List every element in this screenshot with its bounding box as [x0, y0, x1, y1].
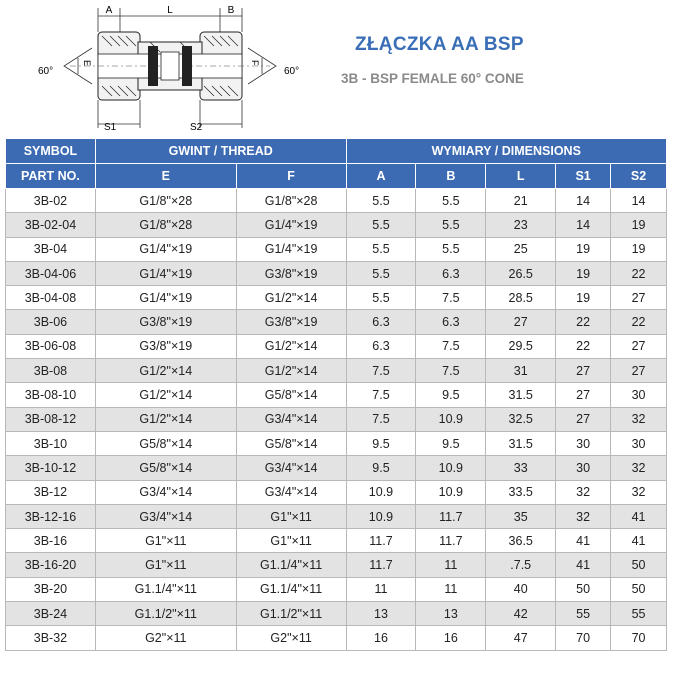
cell-thread-f: G1"×11 [236, 504, 346, 528]
cell-dim-s1: 41 [556, 553, 611, 577]
cell-dim-b: 6.3 [416, 310, 486, 334]
header-l: L [486, 164, 556, 189]
cell-thread-e: G1/8"×28 [95, 189, 236, 213]
table-row [6, 504, 667, 528]
cell-thread-e: G1/2"×14 [95, 359, 236, 383]
cell-thread-e: G1"×11 [95, 553, 236, 577]
cell-thread-f: G1/4"×19 [236, 213, 346, 237]
cell-dim-s1: 14 [556, 213, 611, 237]
cell-dim-l: 27 [486, 310, 556, 334]
cell-dim-s2: 30 [611, 383, 667, 407]
cell-thread-f: G5/8"×14 [236, 383, 346, 407]
table-row [6, 602, 667, 626]
cell-dim-a: 11.7 [346, 553, 416, 577]
dim-b-label: B [227, 5, 235, 16]
cell-thread-f: G1.1/2"×11 [236, 602, 346, 626]
cell-dim-s2: 41 [611, 529, 667, 553]
s2-label: S2 [190, 122, 203, 132]
header-s1: S1 [556, 164, 611, 189]
table-row [6, 456, 667, 480]
cell-thread-e: G3/8"×19 [95, 334, 236, 358]
cell-part-no: 3B-06-08 [6, 334, 96, 358]
cell-thread-e: G3/4"×14 [95, 504, 236, 528]
cell-dim-b: 9.5 [416, 383, 486, 407]
cell-part-no: 3B-16-20 [6, 553, 96, 577]
cell-dim-l: 33 [486, 456, 556, 480]
cell-dim-s1: 32 [556, 504, 611, 528]
cell-dim-l: 26.5 [486, 261, 556, 285]
cell-dim-b: 7.5 [416, 359, 486, 383]
cell-thread-e: G1/4"×19 [95, 286, 236, 310]
cell-thread-f: G1/2"×14 [236, 359, 346, 383]
cell-thread-e: G3/4"×14 [95, 480, 236, 504]
cell-dim-a: 6.3 [346, 334, 416, 358]
cell-dim-s1: 30 [556, 456, 611, 480]
cell-dim-s1: 70 [556, 626, 611, 650]
cell-dim-b: 13 [416, 602, 486, 626]
cell-dim-s1: 14 [556, 189, 611, 213]
dim-l-label: L [167, 5, 173, 16]
cell-thread-e: G3/8"×19 [95, 310, 236, 334]
table-row [6, 359, 667, 383]
cell-dim-l: 47 [486, 626, 556, 650]
cell-dim-a: 10.9 [346, 504, 416, 528]
cell-dim-s2: 30 [611, 431, 667, 455]
cell-dim-s1: 50 [556, 577, 611, 601]
cell-thread-e: G2"×11 [95, 626, 236, 650]
cell-part-no: 3B-02-04 [6, 213, 96, 237]
cell-thread-e: G1/4"×19 [95, 237, 236, 261]
table-row [6, 213, 667, 237]
cell-dim-b: 10.9 [416, 480, 486, 504]
cell-dim-s2: 41 [611, 504, 667, 528]
cell-dim-s2: 19 [611, 213, 667, 237]
cell-dim-s2: 50 [611, 577, 667, 601]
header-f: F [236, 164, 346, 189]
cell-dim-a: 6.3 [346, 310, 416, 334]
cell-dim-s2: 14 [611, 189, 667, 213]
header-a: A [346, 164, 416, 189]
cell-dim-a: 9.5 [346, 456, 416, 480]
table-row [6, 553, 667, 577]
cell-part-no: 3B-08-10 [6, 383, 96, 407]
cell-thread-f: G3/8"×19 [236, 261, 346, 285]
cell-dim-b: 5.5 [416, 237, 486, 261]
cell-dim-s1: 22 [556, 310, 611, 334]
cell-thread-f: G1/8"×28 [236, 189, 346, 213]
cell-part-no: 3B-12 [6, 480, 96, 504]
cell-dim-s1: 30 [556, 431, 611, 455]
cell-dim-l: .7.5 [486, 553, 556, 577]
cell-thread-e: G1/4"×19 [95, 261, 236, 285]
cell-dim-l: 33.5 [486, 480, 556, 504]
cell-thread-f: G3/8"×19 [236, 310, 346, 334]
cell-dim-s2: 70 [611, 626, 667, 650]
cell-dim-b: 10.9 [416, 456, 486, 480]
table-row [6, 310, 667, 334]
product-subtitle: 3B - BSP FEMALE 60° CONE [341, 71, 524, 86]
cell-dim-a: 9.5 [346, 431, 416, 455]
angle-right-label: 60° [284, 66, 300, 77]
header-e: E [95, 164, 236, 189]
cell-thread-f: G3/4"×14 [236, 480, 346, 504]
cell-dim-s1: 27 [556, 359, 611, 383]
cell-thread-e: G1/2"×14 [95, 383, 236, 407]
table-row [6, 577, 667, 601]
cell-dim-s1: 27 [556, 383, 611, 407]
cell-thread-f: G3/4"×14 [236, 456, 346, 480]
header-symbol: SYMBOL [6, 139, 96, 164]
cell-dim-l: 32.5 [486, 407, 556, 431]
cell-dim-s2: 22 [611, 310, 667, 334]
table-row [6, 626, 667, 650]
cell-dim-b: 7.5 [416, 334, 486, 358]
cell-dim-b: 6.3 [416, 261, 486, 285]
table-row [6, 431, 667, 455]
table-row [6, 480, 667, 504]
header-dimensions: WYMIARY / DIMENSIONS [346, 139, 666, 164]
cell-dim-b: 9.5 [416, 431, 486, 455]
cell-dim-s2: 32 [611, 456, 667, 480]
cell-thread-f: G1/2"×14 [236, 334, 346, 358]
cell-dim-a: 7.5 [346, 359, 416, 383]
cell-part-no: 3B-10-12 [6, 456, 96, 480]
cell-thread-f: G1.1/4"×11 [236, 577, 346, 601]
cell-part-no: 3B-04-06 [6, 261, 96, 285]
cell-dim-b: 7.5 [416, 286, 486, 310]
cell-thread-e: G5/8"×14 [95, 431, 236, 455]
table-row [6, 383, 667, 407]
cell-part-no: 3B-24 [6, 602, 96, 626]
cell-dim-a: 5.5 [346, 261, 416, 285]
cell-dim-b: 11 [416, 577, 486, 601]
cell-part-no: 3B-08-12 [6, 407, 96, 431]
cell-thread-f: G2"×11 [236, 626, 346, 650]
cell-dim-b: 5.5 [416, 213, 486, 237]
cell-dim-s2: 27 [611, 359, 667, 383]
s1-label: S1 [104, 122, 117, 132]
cell-dim-l: 36.5 [486, 529, 556, 553]
cell-dim-s1: 19 [556, 286, 611, 310]
cell-dim-l: 28.5 [486, 286, 556, 310]
cell-part-no: 3B-04-08 [6, 286, 96, 310]
cell-dim-b: 11.7 [416, 529, 486, 553]
cell-dim-b: 16 [416, 626, 486, 650]
cell-dim-l: 25 [486, 237, 556, 261]
cell-dim-l: 29.5 [486, 334, 556, 358]
cell-dim-a: 5.5 [346, 213, 416, 237]
cell-dim-a: 7.5 [346, 383, 416, 407]
cell-part-no: 3B-20 [6, 577, 96, 601]
cell-dim-s2: 32 [611, 480, 667, 504]
cell-thread-f: G1/2"×14 [236, 286, 346, 310]
cell-thread-e: G1"×11 [95, 529, 236, 553]
cell-dim-l: 31 [486, 359, 556, 383]
spec-table [5, 138, 667, 651]
cell-dim-s2: 27 [611, 286, 667, 310]
spec-table-body [6, 189, 667, 651]
cell-dim-l: 42 [486, 602, 556, 626]
cell-thread-e: G5/8"×14 [95, 456, 236, 480]
header-s2: S2 [611, 164, 667, 189]
cell-dim-l: 31.5 [486, 431, 556, 455]
header-part-no: PART NO. [6, 164, 96, 189]
cell-dim-s2: 19 [611, 237, 667, 261]
cell-dim-a: 5.5 [346, 237, 416, 261]
cell-part-no: 3B-10 [6, 431, 96, 455]
cell-dim-s1: 55 [556, 602, 611, 626]
product-title: ZŁĄCZKA AA BSP [355, 34, 524, 55]
cell-dim-s2: 27 [611, 334, 667, 358]
table-row [6, 189, 667, 213]
cell-dim-s1: 32 [556, 480, 611, 504]
table-row [6, 529, 667, 553]
cell-dim-l: 35 [486, 504, 556, 528]
cell-thread-e: G1/2"×14 [95, 407, 236, 431]
header-thread: GWINT / THREAD [95, 139, 346, 164]
cell-dim-l: 31.5 [486, 383, 556, 407]
cell-part-no: 3B-02 [6, 189, 96, 213]
table-row [6, 261, 667, 285]
cell-part-no: 3B-12-16 [6, 504, 96, 528]
header-row-2 [6, 164, 667, 189]
cell-dim-l: 21 [486, 189, 556, 213]
dim-a-label: A [105, 5, 113, 16]
table-row [6, 286, 667, 310]
cell-dim-s2: 55 [611, 602, 667, 626]
cell-dim-s1: 41 [556, 529, 611, 553]
cell-dim-a: 5.5 [346, 189, 416, 213]
cell-thread-e: G1.1/4"×11 [95, 577, 236, 601]
cell-dim-s2: 22 [611, 261, 667, 285]
fitting-drawing [30, 2, 320, 132]
cell-part-no: 3B-08 [6, 359, 96, 383]
cell-thread-f: G3/4"×14 [236, 407, 346, 431]
cell-part-no: 3B-16 [6, 529, 96, 553]
dim-e-label: E [82, 60, 92, 67]
cell-part-no: 3B-04 [6, 237, 96, 261]
cell-dim-a: 11 [346, 577, 416, 601]
cell-dim-a: 16 [346, 626, 416, 650]
header-b: B [416, 164, 486, 189]
cell-dim-s1: 19 [556, 237, 611, 261]
cell-dim-b: 5.5 [416, 189, 486, 213]
cell-dim-a: 7.5 [346, 407, 416, 431]
cell-thread-f: G1.1/4"×11 [236, 553, 346, 577]
cell-thread-e: G1/8"×28 [95, 213, 236, 237]
cell-dim-s1: 27 [556, 407, 611, 431]
cell-dim-l: 23 [486, 213, 556, 237]
table-row [6, 334, 667, 358]
cell-dim-l: 40 [486, 577, 556, 601]
dim-f-label: F [250, 60, 260, 66]
cell-dim-a: 5.5 [346, 286, 416, 310]
angle-left-label: 60° [38, 66, 54, 77]
cell-dim-s1: 19 [556, 261, 611, 285]
table-row [6, 237, 667, 261]
cell-dim-b: 10.9 [416, 407, 486, 431]
cell-thread-e: G1.1/2"×11 [95, 602, 236, 626]
cell-dim-s2: 32 [611, 407, 667, 431]
cell-thread-f: G1/4"×19 [236, 237, 346, 261]
cell-dim-a: 11.7 [346, 529, 416, 553]
cell-dim-s2: 50 [611, 553, 667, 577]
cell-dim-a: 13 [346, 602, 416, 626]
cell-dim-b: 11 [416, 553, 486, 577]
cell-dim-a: 10.9 [346, 480, 416, 504]
cell-part-no: 3B-32 [6, 626, 96, 650]
cell-part-no: 3B-06 [6, 310, 96, 334]
cell-dim-b: 11.7 [416, 504, 486, 528]
cell-thread-f: G5/8"×14 [236, 431, 346, 455]
header-row-1 [6, 139, 667, 164]
table-row [6, 407, 667, 431]
cell-thread-f: G1"×11 [236, 529, 346, 553]
cell-dim-s1: 22 [556, 334, 611, 358]
